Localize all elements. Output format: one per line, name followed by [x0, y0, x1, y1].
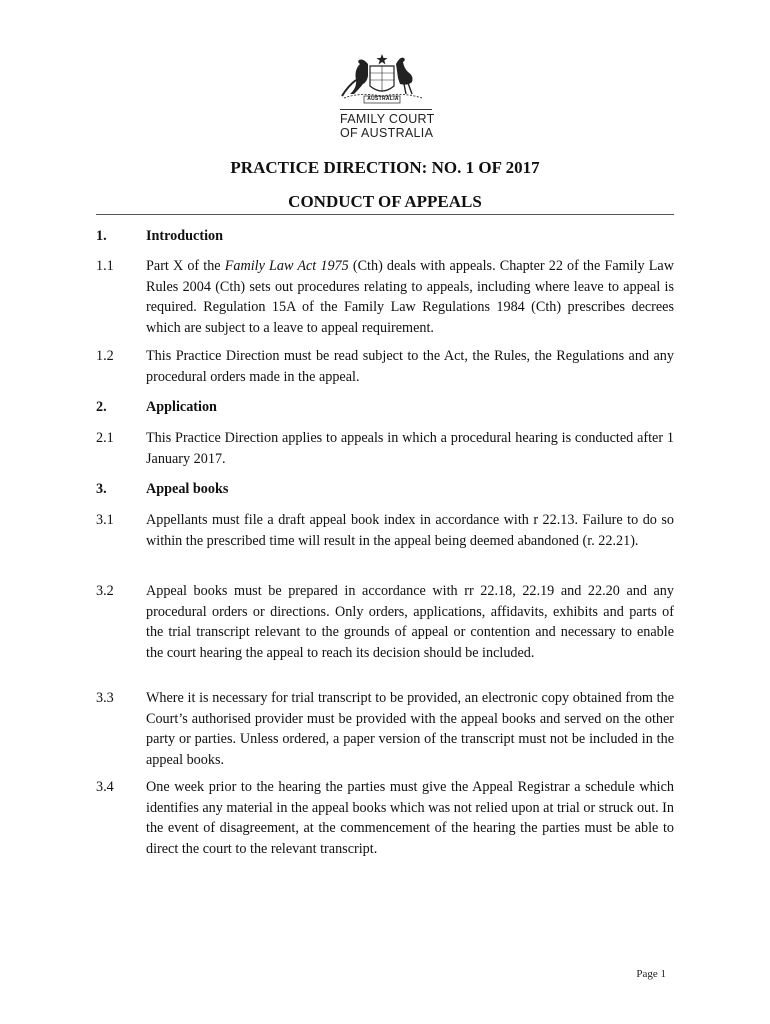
- paragraph-number: 3.1: [96, 512, 114, 528]
- page-subtitle: CONDUCT OF APPEALS: [288, 192, 482, 211]
- paragraph-1-2: [96, 346, 674, 387]
- paragraph-3-1: [96, 510, 674, 551]
- section-title: Appeal books: [146, 481, 229, 497]
- section-number: 1.: [96, 228, 107, 244]
- paragraph-2-1: [96, 428, 674, 469]
- org-name: [340, 112, 460, 140]
- paragraph-text: This Practice Direction applies to appeals in which a procedural hearing is conducted after 1 January 2017.: [146, 430, 674, 467]
- act-name: Family Law Act 1975: [224, 258, 349, 274]
- section-title: Introduction: [146, 228, 223, 244]
- divider: [96, 214, 674, 215]
- coat-of-arms-icon: [330, 52, 434, 112]
- paragraph-text: [146, 256, 674, 338]
- section-number: 2.: [96, 399, 107, 415]
- paragraph-number: 1.2: [96, 348, 114, 364]
- paragraph-text: Appeal books must be prepared in accordance with rr 22.18, 22.19 and 22.20 and any procedural orders or directions. Only orders, applications, affidavits, exhibits and parts of the trial transcript relevant to the grounds of appeal or contention and necessary to enable the court hearing the appeal to reach its decision should be included.: [146, 583, 674, 661]
- paragraph-text: One week prior to the hearing the parties must give the Appeal Registrar a schedule which identifies any material in the appeal books which was not relied upon at trial or struck out. In the event of disagreement, at the commencement of the hearing the parties must be able to direct the court to the relevant transcript.: [146, 779, 674, 857]
- section-heading-1: [96, 226, 674, 247]
- paragraph-text: Where it is necessary for trial transcript to be provided, an electronic copy obtained from the Court’s authorised provider must be provided with the appeal books and served on the other party or parties. Unless ordered, a paper version of the transcript must not be included in the appeal books.: [146, 690, 674, 768]
- paragraph-3-2: [96, 581, 674, 663]
- section-title: Application: [146, 399, 217, 415]
- paragraph-number: 2.1: [96, 430, 114, 446]
- page-title: PRACTICE DIRECTION: NO. 1 OF 2017: [230, 158, 540, 177]
- paragraph-number: 3.4: [96, 779, 114, 795]
- paragraph-text: Appellants must file a draft appeal book index in accordance with r 22.13. Failure to do so within the prescribed time will result in the appeal being deemed abandoned (r. 22.21).: [146, 512, 674, 549]
- org-line-1: FAMILY COURT: [340, 112, 435, 126]
- paragraph-text: This Practice Direction must be read subject to the Act, the Rules, the Regulations and any procedural orders made in the appeal.: [146, 348, 674, 385]
- paragraph-3-3: [96, 688, 674, 770]
- org-rule: [340, 109, 432, 110]
- org-line-2: OF AUSTRALIA: [340, 126, 434, 140]
- section-heading-2: [96, 397, 674, 418]
- page-number: Page 1: [636, 968, 666, 980]
- section-heading-3: [96, 479, 674, 500]
- paragraph-3-4: [96, 777, 674, 859]
- paragraph-text-post: (Cth) deals with appeals. Chapter 22 of the Family Law Rules 2004 (Cth) sets out procedures relating to appeals, including where leave to appeal is required. Regulation 15A of the Family Law Regulations 1984 (Cth) prescribes decrees which are subject to a leave to appeal requirement.: [146, 258, 674, 336]
- section-number: 3.: [96, 481, 107, 497]
- paragraph-number: 1.1: [96, 258, 114, 274]
- paragraph-number: 3.3: [96, 690, 114, 706]
- paragraph-text-pre: Part X of the: [146, 258, 225, 274]
- paragraph-number: 3.2: [96, 583, 114, 599]
- crest-label: AUSTRALIA: [367, 96, 399, 102]
- paragraph-1-1: [96, 256, 674, 338]
